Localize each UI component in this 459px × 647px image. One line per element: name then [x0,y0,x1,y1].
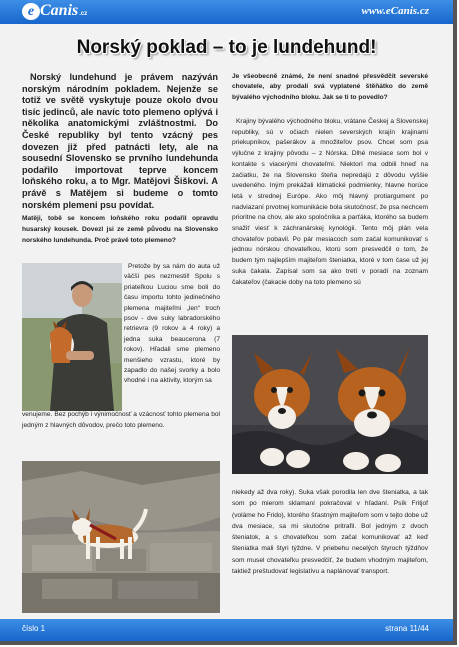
article-content [0,24,453,619]
photo-man-with-puppy [22,263,122,411]
footer-bar [0,619,453,641]
ecanis-logo[interactable] [22,2,87,20]
interview-answer-1-continued: venujeme. Bez pochýb i výnimočnosť a vzácnosť tohto plemena bol jedným z hlavných dôvodov, prečo toto plemeno. [22,411,220,429]
interview-question: Matěji, tobě se koncem loňského roku podařil opravdu husarský kousek. Dovezl jsi ze země původu na Slovensko norského lundehunda. Proč právě toto plemeno? [22,215,218,244]
interview-answer-1: Pretože by sa nám do auta už väčší pes nezmestil! Spolu s priateľkou Luciou sme boli do času importu tohto jedinečného plemena majiteľmi „len“ troch psov - dve suky labradorského retrievra (9 rokov a 4 roky) a jedna suka beaucerona (7 rokov). Hľadali sme plemeno menšieho vzrastu, ktoré by zapadlo do našej svorky a bolo vhodné i na aktivity, ktorým sa [124,263,220,385]
article-title: Norský poklad – to je lundehund! [76,37,377,58]
header-bar [0,0,453,24]
interview-answer-2: Krajiny bývalého východného bloku, vrátane Českej a Slovenskej republiky, sú v očiach nielen severských krajín krajinami priekupníkov, pašerákov a množiteľov psov. Chcel som psa výlučne z krajiny pôvodu – z Nórska. Dlhé mesiace som bol v kontakte s viacerými chovateľmi. Niektorí ma odbili hneď na začiatku, že na Slovensko šteňa nepredajú z dôvodu vyššie uvedeného. Iným prekážali klimatické podmienky, hlavne horúce letá v strednej Európe. Ako môj hlavný protiargument po nadviazaní prvotnej komunikácie bola skutočnosť, že psa nechcem prioritne na chov, ale ako spoločníka a parťáka, ktorého sa budem snažiť viesť k záchranárskej kynológii. Tento môj plán vela chovateľov pobavil. Po pár mesiacoch som začal komunikovať s jednou nórskou chovateľkou, ktorú som presvedčil o tom, že budem tým najlepším majiteľom šteniatka, ktoré v tom čase už jej suka čakala. Zapísal som sa ako tretí v poradí na zoznam čakateľov (čakacie doby na toto plemeno sú [232,118,428,286]
site-url[interactable]: www.eCanis.cz [361,5,429,17]
photo-puppy-on-wall [22,461,220,613]
photo-two-puppies [232,335,428,474]
interview-answer-2-continued: niekedy až dva roky). Suka však porodila len dve šteniatka, a tak som po mierom sklamaní pokračoval v hľadaní. Psík Fritjof (voláme ho Frido), ktorého šťastným majiteľom som v tejto dobe už dva mesiace, sa mi skutočne pritrafil. Bol jedným z dvoch šteniatok, a s chovateľkou som začal komunikovať až keď šteniatka mali štyri týždne. V priebehu necelých štyroch týždňov som musel chovateľku presvedčiť, že budem vhodným majiteľom, taktiež preštudovať legislatívu a naplánovať transport. [232,489,428,576]
interview-question-2: Je všeobecně známé, že není snadné přesvědčit severské chovatele, aby prodali svá vyplatené štěňátko do země bývalého východního bloku. Jak se ti to povedlo? [232,73,428,101]
logo-text: Canis [40,2,79,19]
page-number: strana 11/44 [385,624,429,633]
article-lead: Norský lundehund je právem nazýván norským národním pokladem. Nejenže se totiž ve světě vyskytuje pouze okolo dvou tisíc jedinců, ale navíc toto plemeno oplývá i několika anatomickými zvláštnostmi. Do České republiky byl tento vzácný pes dovezen již před patnácti lety, ale na sousední Slovensko se prvního lundehunda podařilo importovat teprve koncem loňského roku, a to Mgr. Matějovi Šiškovi. A právě s Matějem si budeme o tomto norském plemeni psu povídat. [22,72,218,210]
issue-number: číslo 1 [22,624,46,633]
logo-initial: e [22,3,40,20]
logo-suffix: .cz [79,11,88,17]
